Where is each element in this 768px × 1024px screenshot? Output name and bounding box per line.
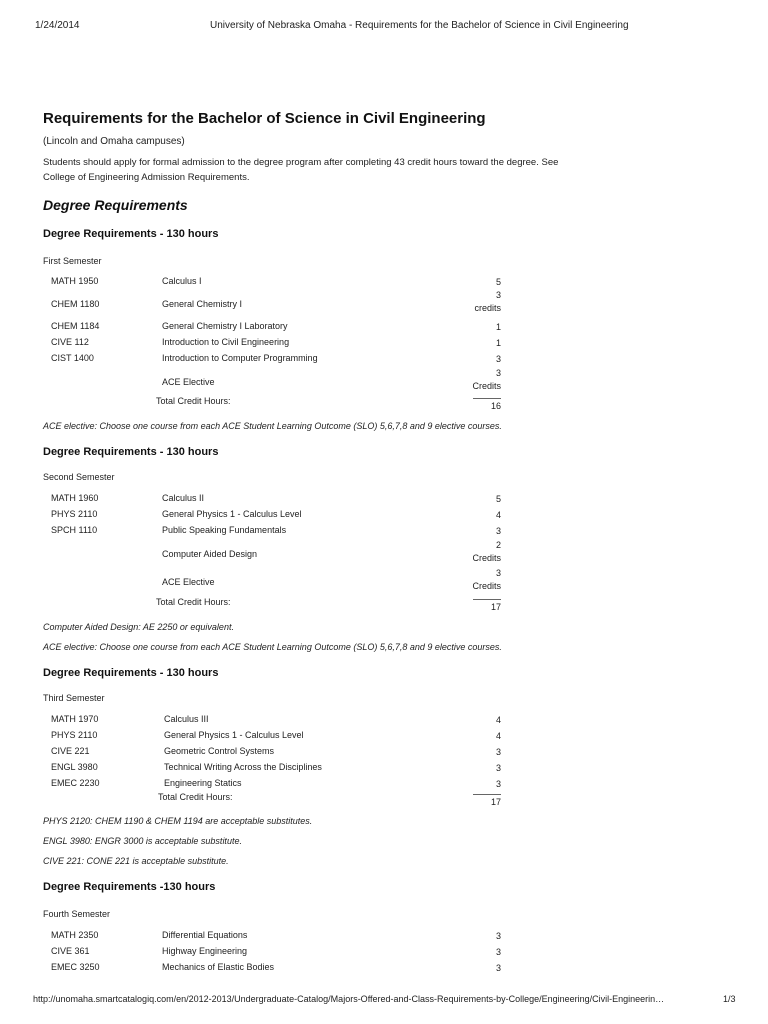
section-heading: Degree Requirements — [43, 197, 188, 213]
course-row — [43, 273, 513, 289]
block-title: Degree Requirements - 130 hours — [43, 446, 219, 458]
course-credits: 4 — [495, 510, 501, 520]
semester-label: First Semester — [43, 256, 102, 266]
course-credits: 2 Credits — [472, 540, 501, 563]
course-code: PHYS 2110 — [51, 509, 98, 519]
block-title: Degree Requirements - 130 hours — [43, 667, 219, 679]
note: ACE elective: Choose one course from each ACE Student Learning Outcome (SLO) 5,6,7,8 and 9 elective courses. — [43, 421, 502, 431]
course-row — [43, 569, 513, 595]
total-label: Total Credit Hours: — [158, 792, 233, 802]
course-row — [43, 490, 513, 506]
course-name: Differential Equations — [162, 930, 248, 940]
course-name: General Chemistry I — [162, 299, 243, 309]
course-row — [43, 541, 513, 567]
block-title: Degree Requirements -130 hours — [43, 881, 216, 893]
course-code: CIVE 112 — [51, 337, 89, 347]
course-code: CHEM 1184 — [51, 321, 100, 331]
course-row — [43, 727, 513, 743]
total-value: 17 — [473, 794, 501, 807]
course-code: EMEC 3250 — [51, 962, 100, 972]
total-row — [43, 597, 513, 611]
course-row — [43, 506, 513, 522]
page-title: Requirements for the Bachelor of Science in Civil Engineering — [43, 110, 486, 127]
intro-paragraph: Students should apply for formal admission to the degree program after completing 43 credit hours toward the degree. See College of Engineering Admission Requirements. — [43, 157, 559, 183]
course-name: General Chemistry I Laboratory — [162, 321, 288, 331]
course-name: Calculus II — [162, 493, 205, 503]
course-name: ACE Elective — [162, 577, 215, 587]
course-credits: 3 — [495, 763, 501, 773]
course-name: Introduction to Civil Engineering — [162, 337, 290, 347]
semester-label: Third Semester — [43, 693, 105, 703]
note: PHYS 2120: CHEM 1190 & CHEM 1194 are acceptable substitutes. — [43, 816, 313, 826]
course-row — [43, 943, 513, 959]
course-credits: 1 — [495, 322, 501, 332]
course-code: MATH 1970 — [51, 714, 99, 724]
course-name: Calculus I — [162, 276, 202, 286]
course-name: Introduction to Computer Programming — [162, 353, 318, 363]
course-row — [43, 369, 513, 395]
course-name: Computer Aided Design — [162, 549, 258, 559]
course-code: MATH 2350 — [51, 930, 99, 940]
course-name: Public Speaking Fundamentals — [162, 525, 287, 535]
course-code: PHYS 2110 — [51, 730, 98, 740]
course-row — [43, 959, 513, 975]
course-name: Highway Engineering — [162, 946, 248, 956]
course-name: Mechanics of Elastic Bodies — [162, 962, 275, 972]
course-credits: 3 — [495, 963, 501, 973]
total-label: Total Credit Hours: — [156, 396, 231, 406]
course-code: CIVE 361 — [51, 946, 90, 956]
course-credits: 4 — [495, 731, 501, 741]
course-name: Geometric Control Systems — [164, 746, 275, 756]
course-name: ACE Elective — [162, 377, 215, 387]
course-credits: 3 credits — [474, 290, 501, 313]
course-credits: 3 — [495, 354, 501, 364]
print-header-title: University of Nebraska Omaha - Requirements for the Bachelor of Science in Civil Engineering — [210, 20, 629, 31]
semester-label: Fourth Semester — [43, 909, 111, 919]
course-name: Engineering Statics — [164, 778, 242, 788]
total-value: 17 — [473, 599, 501, 612]
course-row — [43, 927, 513, 943]
course-credits: 3 — [495, 947, 501, 957]
course-row — [43, 334, 513, 350]
campus-note: (Lincoln and Omaha campuses) — [43, 136, 185, 147]
course-credits: 5 — [495, 277, 501, 287]
note: Computer Aided Design: AE 2250 or equivalent. — [43, 622, 234, 632]
course-credits: 3 — [495, 931, 501, 941]
note: CIVE 221: CONE 221 is acceptable substitute. — [43, 856, 229, 866]
page-number: 1/3 — [723, 994, 736, 1004]
total-label: Total Credit Hours: — [156, 597, 231, 607]
print-date: 1/24/2014 — [35, 20, 80, 31]
course-credits: 3 Credits — [472, 568, 501, 591]
course-credits: 3 — [495, 747, 501, 757]
course-name: General Physics 1 - Calculus Level — [164, 730, 304, 740]
total-row — [43, 396, 513, 410]
course-code: CHEM 1180 — [51, 299, 100, 309]
course-row — [43, 759, 513, 775]
course-code: EMEC 2230 — [51, 778, 100, 788]
course-credits: 4 — [495, 715, 501, 725]
course-name: General Physics 1 - Calculus Level — [162, 509, 302, 519]
course-row — [43, 318, 513, 334]
course-row — [43, 743, 513, 759]
course-credits: 1 — [495, 338, 501, 348]
course-code: MATH 1950 — [51, 276, 99, 286]
note: ACE elective: Choose one course from each ACE Student Learning Outcome (SLO) 5,6,7,8 and 9 elective courses. — [43, 642, 502, 652]
course-credits: 3 — [495, 779, 501, 789]
course-code: SPCH 1110 — [51, 525, 98, 535]
course-code: CIST 1400 — [51, 353, 94, 363]
course-credits: 3 — [495, 526, 501, 536]
note: ENGL 3980: ENGR 3000 is acceptable substitute. — [43, 836, 242, 846]
course-row — [43, 711, 513, 727]
course-name: Technical Writing Across the Disciplines — [164, 762, 322, 772]
course-row — [43, 522, 513, 538]
course-name: Calculus III — [164, 714, 209, 724]
block-title: Degree Requirements - 130 hours — [43, 228, 219, 240]
total-row — [43, 792, 513, 806]
course-credits: 5 — [495, 494, 501, 504]
total-value: 16 — [473, 398, 501, 411]
semester-label: Second Semester — [43, 472, 115, 482]
course-code: MATH 1960 — [51, 493, 99, 503]
course-code: ENGL 3980 — [51, 762, 98, 772]
course-row — [43, 350, 513, 366]
course-row — [43, 291, 513, 317]
course-row — [43, 775, 513, 791]
course-code: CIVE 221 — [51, 746, 90, 756]
course-credits: 3 Credits — [472, 368, 501, 391]
print-footer-url: http://unomaha.smartcatalogiq.com/en/2012-2013/Undergraduate-Catalog/Majors-Offered-and-Class-Requirements-by-College/Engineering/Civil-Engineerin… — [33, 994, 665, 1004]
